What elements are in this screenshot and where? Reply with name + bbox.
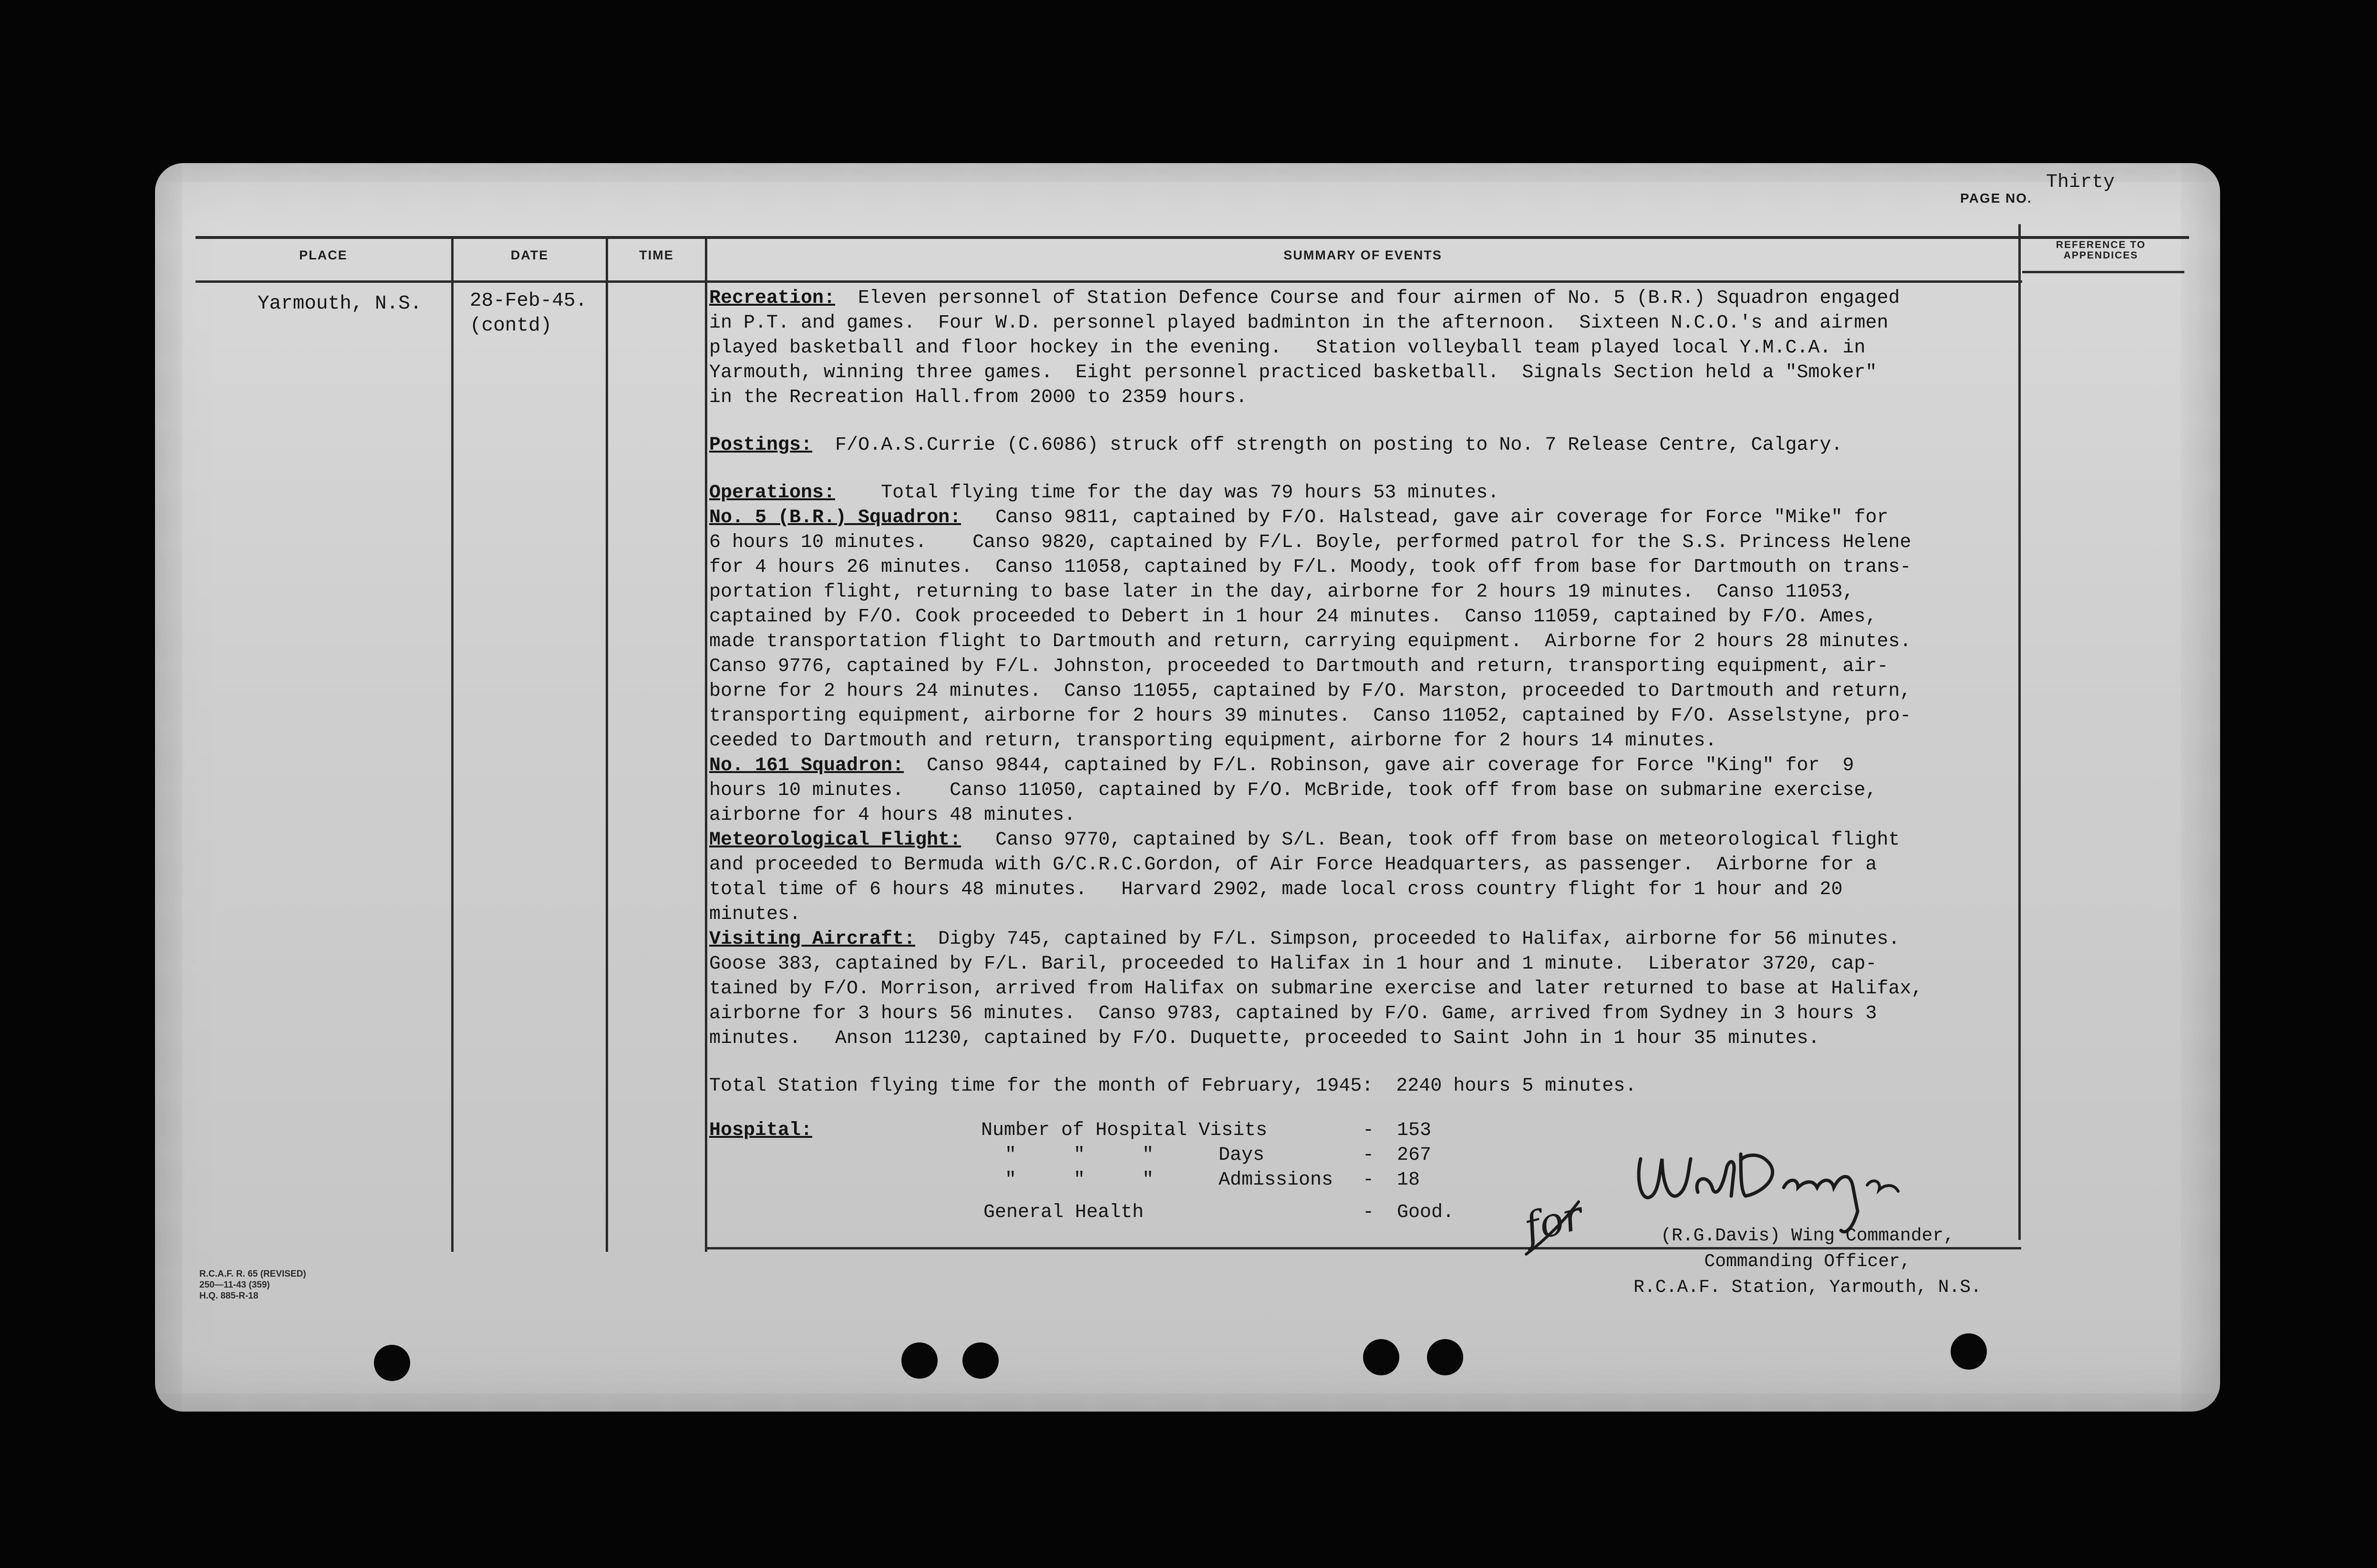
met-line-2: and proceeded to Bermuda with G/C.R.C.Gordon, of Air Force Headquarters, as passenger. Airborne for a: [709, 854, 1877, 876]
recreation-heading: Recreation:: [709, 288, 836, 309]
sq161-heading: No. 161 Squadron:: [709, 755, 904, 776]
recreation-line-2: in P.T. and games. Four W.D. personnel played badminton in the afternoon. Sixteen N.C.O.'s and airmen: [709, 312, 1889, 334]
commanding-officer-block: [1593, 1223, 2022, 1300]
postings-heading: Postings:: [709, 434, 813, 456]
operations-line: Operations: Total flying time for the day was 79 hours 53 minutes.: [709, 482, 1499, 504]
hospital-admissions-value: - 18: [1363, 1169, 1420, 1191]
appendix-header-rule: [2022, 271, 2184, 273]
sq5-line-4: portation flight, returning to base later in the day, airborne for 2 hours 19 minutes. Canso 11053,: [709, 581, 1854, 603]
signature-name: (R.G.Davis) Wing Commander,: [1661, 1226, 1954, 1246]
met-line-4: minutes.: [709, 904, 801, 925]
form-number-line-2: 250—11-43 (359): [199, 1280, 270, 1290]
hospital-visits-value: - 153: [1363, 1120, 1432, 1141]
header-bottom-rule: [196, 280, 2022, 283]
punch-hole: [962, 1342, 999, 1379]
header-date: DATE: [510, 248, 549, 262]
sq161-line-3: airborne for 4 hours 48 minutes.: [709, 805, 1076, 826]
hospital-heading: Hospital:: [709, 1120, 813, 1141]
hospital-health-label: General Health: [983, 1202, 1144, 1223]
form-number-line-3: H.Q. 885-R-18: [199, 1291, 258, 1301]
header-summary: SUMMARY OF EVENTS: [1283, 248, 1442, 262]
recreation-line-5: in the Recreation Hall.from 2000 to 2359 hours.: [709, 387, 1248, 408]
signature-station: R.C.A.F. Station, Yarmouth, N.S.: [1633, 1277, 1982, 1298]
hospital-days-value: - 267: [1363, 1145, 1432, 1166]
operations-heading: Operations:: [709, 482, 836, 504]
sq5-line-1: No. 5 (B.R.) Squadron: Canso 9811, captained by F/O. Halstead, gave air coverage for Force "Mike" for: [709, 507, 1889, 528]
page-number: [1960, 172, 2184, 210]
sq5-line-6: made transportation flight to Dartmouth and return, carrying equipment. Airborne for 2 hours 28 minutes.: [709, 631, 1912, 652]
signature-for: for: [1519, 1192, 1587, 1251]
sq161-line-1: No. 161 Squadron: Canso 9844, captained by F/L. Robinson, gave air coverage for Force "King" for 9: [709, 755, 1854, 776]
header-time: TIME: [639, 248, 674, 262]
punch-hole: [374, 1345, 410, 1381]
sq5-heading: No. 5 (B.R.) Squadron:: [709, 507, 961, 528]
hospital-health-value: - Good.: [1363, 1202, 1455, 1223]
summary-of-events: [709, 286, 2030, 1099]
hospital-block: [709, 1118, 1520, 1233]
hospital-ditto-admissions: " " ": [1005, 1169, 1154, 1191]
visiting-line-4: airborne for 3 hours 56 minutes. Canso 9783, captained by F/O. Game, arrived from Sydney in 3 hours 3: [709, 1003, 1877, 1024]
punch-hole: [1363, 1339, 1399, 1375]
sq5-line-8: borne for 2 hours 24 minutes. Canso 11055, captained by F/O. Marston, proceeded to Dartmouth and return,: [709, 681, 1912, 702]
column-divider-time: [705, 236, 707, 1252]
form-number: [199, 1269, 428, 1326]
sq5-line-2: 6 hours 10 minutes. Canso 9820, captained by F/L. Boyle, performed patrol for the S.S. Princess Helene: [709, 532, 1912, 553]
visiting-line-2: Goose 383, captained by F/L. Baril, proceeded to Halifax in 1 hour and 1 minute. Liberator 3720, cap-: [709, 953, 1877, 975]
met-heading: Meteorological Flight:: [709, 829, 961, 851]
signature-title: Commanding Officer,: [1704, 1251, 1911, 1272]
hospital-visits-label: Number of Hospital Visits: [981, 1120, 1268, 1141]
sq5-line-10: ceeded to Dartmouth and return, transporting equipment, airborne for 2 hours 14 minutes.: [709, 730, 1717, 752]
met-line-1: Meteorological Flight: Canso 9770, captained by S/L. Bean, took off from base on meteorological flight: [709, 829, 1900, 851]
recreation-line-3: played basketball and floor hockey in the evening. Station volleyball team played local Y.M.C.A. in: [709, 337, 1866, 359]
header-place: PLACE: [299, 248, 348, 262]
visiting-line-3: tained by F/O. Morrison, arrived from Halifax on submarine exercise and later returned to base at Halifax,: [709, 978, 1923, 1000]
punch-hole: [1951, 1333, 1987, 1370]
column-divider-date: [606, 236, 608, 1252]
met-line-3: total time of 6 hours 48 minutes. Harvard 2902, made local cross country flight for 1 hour and 20: [709, 879, 1843, 900]
sq161-line-2: hours 10 minutes. Canso 11050, captained by F/O. McBride, took off from base on submarine exercise,: [709, 780, 1877, 801]
visiting-heading: Visiting Aircraft:: [709, 928, 916, 950]
column-divider-place: [451, 236, 454, 1252]
total-flying-time: Total Station flying time for the month of February, 1945: 2240 hours 5 minutes.: [709, 1075, 1637, 1097]
form-number-line-1: R.C.A.F. R. 65 (REVISED): [199, 1269, 306, 1279]
sq5-line-9: transporting equipment, airborne for 2 hours 39 minutes. Canso 11052, captained by F/O. Asselstyne, pro-: [709, 705, 1912, 727]
sq5-line-3: for 4 hours 26 minutes. Canso 11058, captained by F/L. Moody, took off from base for Dartmouth on trans-: [709, 557, 1912, 578]
hospital-days-label: Days: [1219, 1145, 1265, 1166]
sq5-line-7: Canso 9776, captained by F/L. Johnston, proceeded to Dartmouth and return, transporting equipment, air-: [709, 656, 1889, 677]
page-number-value: Thirty: [2046, 172, 2115, 193]
sq5-line-5: captained by F/O. Cook proceeded to Debert in 1 hour 24 minutes. Canso 11059, captained by F/O. Ames,: [709, 606, 1877, 628]
entry-date: 28-Feb-45.: [470, 290, 588, 312]
visiting-line-5: minutes. Anson 11230, captained by F/O. Duquette, proceeded to Saint John in 1 hour 35 minutes.: [709, 1028, 1820, 1049]
punch-hole: [1427, 1339, 1463, 1375]
entry-place: Yarmouth, N.S.: [258, 293, 422, 315]
visiting-line-1: Visiting Aircraft: Digby 745, captained by F/L. Simpson, proceeded to Halifax, airborne for 56 minutes.: [709, 928, 1900, 950]
hospital-admissions-label: Admissions: [1219, 1169, 1333, 1191]
header-reference: REFERENCE TO APPENDICES: [2056, 239, 2146, 261]
page-number-label: PAGE NO.: [1960, 191, 2032, 206]
recreation-line-4: Yarmouth, winning three games. Eight personnel practiced basketball. Signals Section held a "Smoker": [709, 362, 1877, 383]
postings-line: Postings: F/O.A.S.Currie (C.6086) struck off strength on posting to No. 7 Release Centre, Calgary.: [709, 434, 1843, 456]
entry-date-note: (contd): [470, 315, 552, 337]
hospital-ditto-days: " " ": [1005, 1145, 1154, 1166]
recreation-line-1: Recreation: Eleven personnel of Station Defence Course and four airmen of No. 5 (B.R.) Squadron engaged: [709, 288, 1900, 309]
punch-hole: [901, 1342, 938, 1379]
